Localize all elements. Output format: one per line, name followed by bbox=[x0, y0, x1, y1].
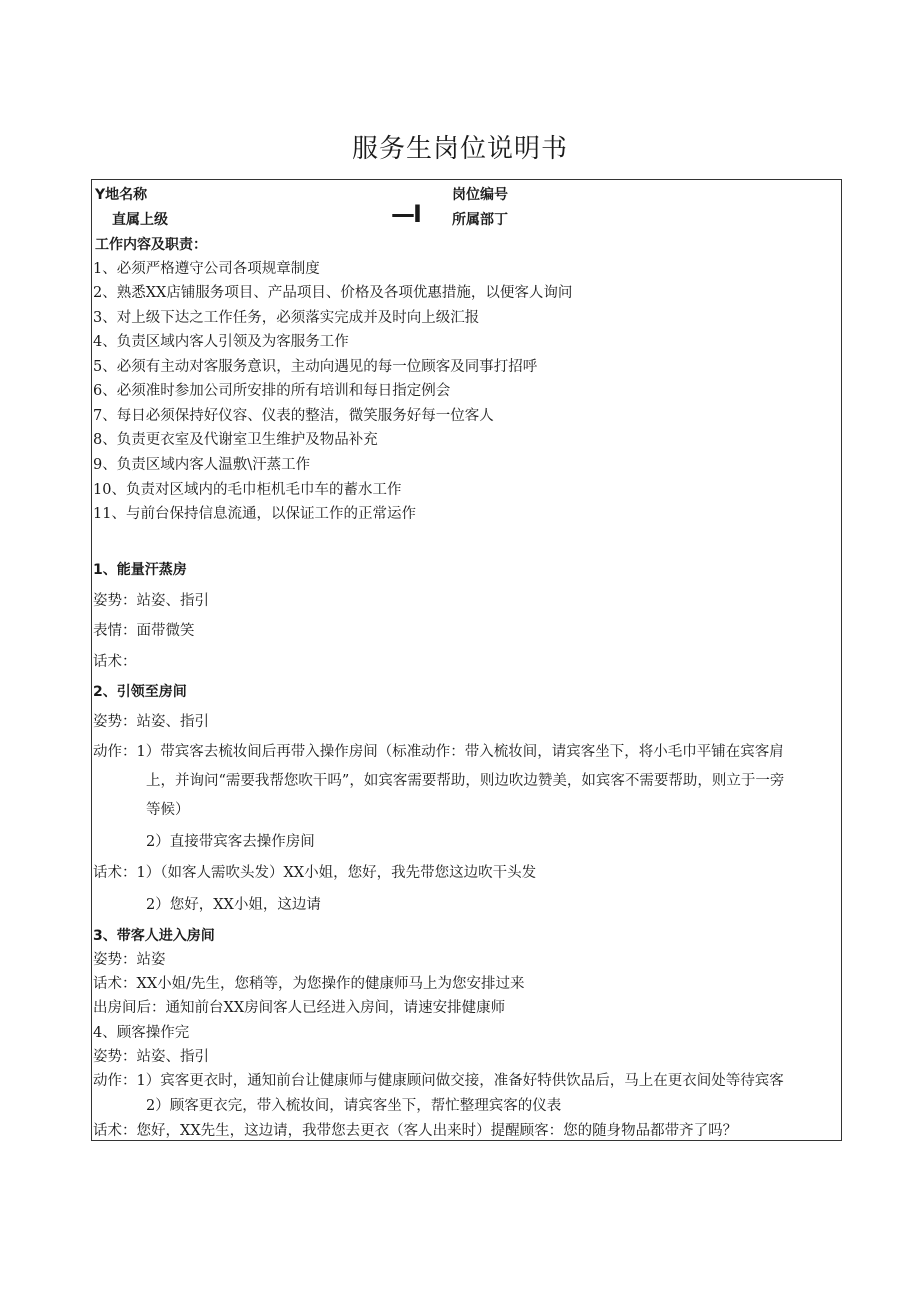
page-title: 服务生岗位说明书 bbox=[351, 134, 568, 164]
section-heading: 3、带客人进入房间 bbox=[93, 928, 215, 944]
duties-heading: 工作内容及职责： bbox=[95, 237, 207, 253]
posture-line: 姿势：站姿 bbox=[93, 952, 166, 968]
duty-item: 1、必须严格遵守公司各项规章制度 bbox=[93, 261, 320, 277]
duty-item: 6、必须准时参加公司所安排的所有培训和每日指定例会 bbox=[93, 383, 451, 399]
duty-item: 10、负责对区域内的毛巾柜机毛巾车的蓄水工作 bbox=[93, 482, 402, 498]
posture-line: 姿势：站姿、指引 bbox=[93, 593, 209, 609]
exit-line: 出房间后：通知前台XX房间客人已经进入房间，请速安排健康师 bbox=[93, 1000, 506, 1016]
section-heading: 4、顾客操作完 bbox=[93, 1025, 190, 1041]
speech-line: 2）您好，XX小姐，这边请 bbox=[146, 897, 321, 913]
supervisor-label: 直属上级 bbox=[112, 212, 168, 228]
duty-item: 11、与前台保持信息流通，以保证工作的正常运作 bbox=[93, 506, 416, 522]
duty-item: 9、负责区域内客人温敷\汗蒸工作 bbox=[93, 457, 311, 473]
duty-item: 8、负责更衣室及代谢室卫生维护及物品补充 bbox=[93, 432, 378, 448]
speech-line: 话术：您好，XX先生，这边请，我带您去更衣（客人出来时）提醒顾客：您的随身物品都带齐了吗？ bbox=[93, 1123, 738, 1139]
action-line: 动作：1）带宾客去梳妆间后再带入操作房间（标准动作：带入梳妆间，请宾客坐下，将小毛巾平铺在宾客肩 bbox=[93, 744, 784, 760]
department-label: 所属部丁 bbox=[452, 212, 508, 228]
duty-item: 4、负责区域内客人引领及为客服务工作 bbox=[93, 334, 349, 350]
action-line: 等候） bbox=[146, 802, 190, 818]
duty-item: 3、对上级下达之工作任务，必须落实完成并及时向上级汇报 bbox=[93, 310, 480, 326]
expression-line: 表情：面带微笑 bbox=[93, 623, 195, 639]
position-number-label: 岗位编号 bbox=[452, 187, 508, 203]
posture-line: 姿势：站姿、指引 bbox=[93, 714, 209, 730]
section-heading: 1、能量汗蒸房 bbox=[93, 562, 187, 578]
action-line: 动作：1）宾客更衣时，通知前台让健康师与健康顾问做交接，准备好特供饮品后，马上在更衣间处等待宾客 bbox=[93, 1073, 784, 1089]
duty-item: 7、每日必须保持好仪容、仪表的整洁，微笑服务好每一位客人 bbox=[93, 408, 494, 424]
action-line: 上，并询问“需要我帮您吹干吗”，如宾客需要帮助，则边吹边赞美，如宾客不需要帮助，则立于一旁 bbox=[146, 773, 785, 789]
duty-item: 2、熟悉XX店铺服务项目、产品项目、价格及各项优惠措施，以便客人询问 bbox=[93, 285, 573, 301]
action-line: 2）顾客更衣完，带入梳妆间，请宾客坐下，帮忙整理宾客的仪表 bbox=[146, 1098, 562, 1114]
position-name-label: Y地名称 bbox=[95, 187, 148, 203]
duty-item: 5、必须有主动对客服务意识，主动向遇见的每一位顾客及同事打招呼 bbox=[93, 359, 538, 375]
action-line: 2）直接带宾客去操作房间 bbox=[146, 834, 315, 850]
speech-line: 话术： bbox=[93, 654, 137, 670]
header-mark: —I bbox=[391, 200, 420, 228]
section-heading: 2、引领至房间 bbox=[93, 684, 187, 700]
speech-line: 话术：1）（如客人需吹头发）XX小姐，您好，我先带您这边吹干头发 bbox=[93, 865, 537, 881]
posture-line: 姿势：站姿、指引 bbox=[93, 1049, 209, 1065]
speech-line: 话术：XX小姐/先生，您稍等，为您操作的健康师马上为您安排过来 bbox=[93, 976, 525, 992]
